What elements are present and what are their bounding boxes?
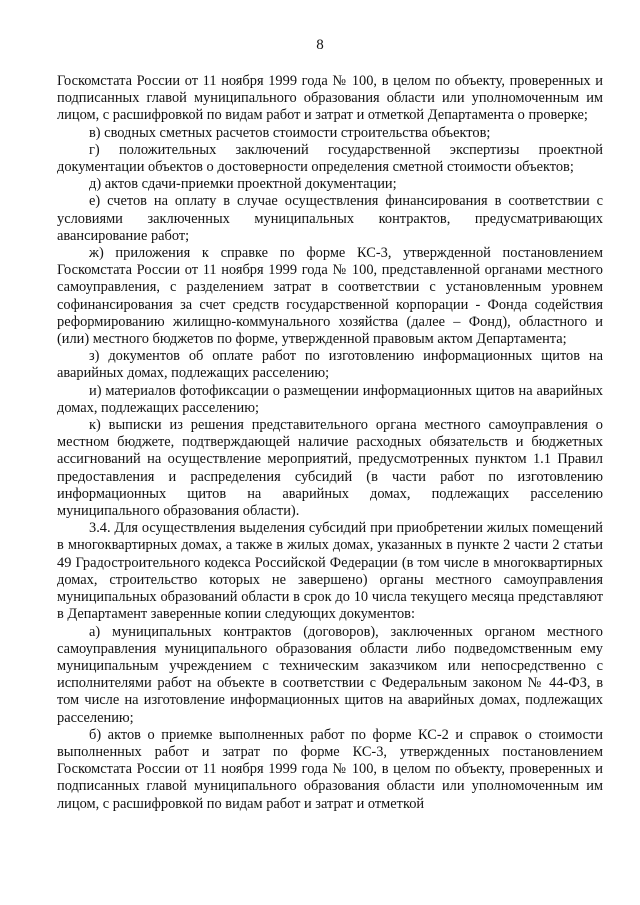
- document-body: [57, 73, 603, 813]
- paragraph-item-k: к) выписки из решения представительного органа местного самоуправления о местном бюджете, подтверждающей наличие расходных обязательств и бюджетных ассигнований на осуществление мероприятий, предусмотренных пунктом 1.1 Правил предоставления и распределения субсидий (в части работ по изготовлению информационных щитов на аварийных домах, подлежащих расселению муниципального образования области).: [57, 417, 603, 520]
- paragraph-item-g: г) положительных заключений государственной экспертизы проектной документации объектов о достоверности определения сметной стоимости объектов;: [57, 141, 603, 176]
- paragraph-section-3-4: 3.4. Для осуществления выделения субсидий при приобретении жилых помещений в многоквартирных домах, а также в жилых домах, указанных в пункте 2 части 2 статьи 49 Градостроительного кодекса Российской Федерации (в том числе в многоквартирных домах, строительство которых не завершено) органы местного самоуправления муниципальных образований области в срок до 10 числа текущего месяца представляют в Департамент заверенные копии следующих документов:: [57, 520, 603, 623]
- paragraph-item-z: з) документов об оплате работ по изготовлению информационных щитов на аварийных домах, подлежащих расселению;: [57, 348, 603, 382]
- paragraph-item-e: е) счетов на оплату в случае осуществления финансирования в соответствии с условиями заключенных муниципальных контрактов, предусматривающих авансирование работ;: [57, 193, 603, 244]
- paragraph-item-zh: ж) приложения к справке по форме КС-3, утвержденной постановлением Госкомстата России от 11 ноября 1999 года № 100, представленной органами местного самоуправления, с разделением затрат в соответствии с установленным уровнем софинансирования за счет средств государственной корпорации - Фонда содействия реформированию жилищно-коммунального хозяйства (далее – Фонд), областного и (или) местного бюджетов по форме, утвержденной правовым актом Департамента;: [57, 245, 603, 348]
- paragraph-continuation-goskomstat: Госкомстата России от 11 ноября 1999 года № 100, в целом по объекту, проверенных и подписанных главой муниципального образования области или уполномоченным им лицом, с расшифровкой по видам работ и затрат и отметкой Департамента о проверке;: [57, 73, 603, 124]
- paragraph-item-v: в) сводных сметных расчетов стоимости строительства объектов;: [89, 124, 491, 141]
- page-number: 8: [316, 37, 324, 53]
- paragraph-item-b: б) актов о приемке выполненных работ по форме КС-2 и справок о стоимости выполненных работ и затрат по форме КС-3, утвержденных постановлением Госкомстата России от 11 ноября 1999 года № 100, в целом по объекту, проверенных и подписанных главой муниципального образования области или уполномоченным им лицом, с расшифровкой по видам работ и затрат и отметкой: [57, 726, 603, 812]
- paragraph-item-i: и) материалов фотофиксации о размещении информационных щитов на аварийных домах, подлежащих расселению;: [57, 382, 603, 416]
- paragraph-item-a: а) муниципальных контрактов (договоров), заключенных органом местного самоуправления муниципального образования области либо подведомственным ему муниципальным учреждением с техническим заказчиком или непосредственно с исполнителями работ на объекте в соответствии с Федеральным законом № 44-ФЗ, в том числе на изготовление информационных щитов на аварийных домах, подлежащих расселению;: [57, 623, 603, 726]
- paragraph-item-d: д) актов сдачи-приемки проектной документации;: [89, 176, 397, 193]
